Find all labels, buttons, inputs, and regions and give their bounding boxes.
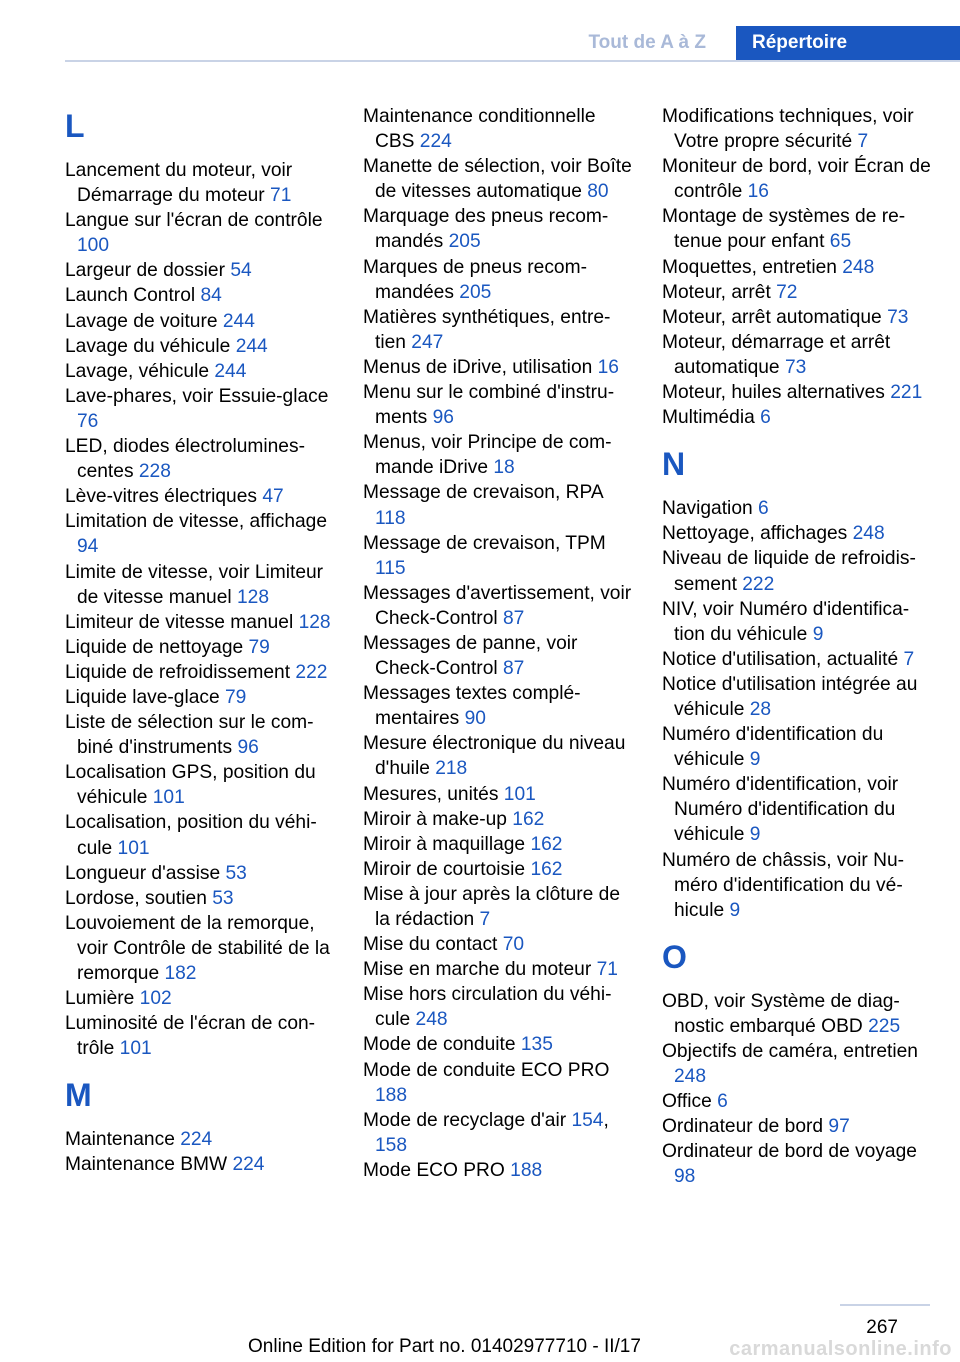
page-link[interactable]: 70 [502,934,525,956]
page-link[interactable]: 9 [749,749,761,771]
index-entry [662,1139,932,1189]
index-entry [662,255,932,280]
page-link[interactable]: 188 [510,1159,543,1181]
page-link[interactable]: 79 [248,636,270,658]
page-link[interactable]: 248 [415,1009,448,1031]
entry-text: Miroir à make-up [363,808,507,830]
page-link[interactable]: 162 [512,808,545,830]
index-entry [65,1152,335,1177]
entry-text: Messages textes complémentaires [363,683,581,730]
entry-text: Marquage des pneus recommandés [363,206,609,253]
index-column-1 [65,104,335,1178]
index-entry [65,911,335,986]
watermark: carmanualsonline.info [729,1338,952,1360]
index-column-3 [662,104,932,1190]
section-letter: N [662,446,686,483]
page-link[interactable]: 6 [717,1091,728,1113]
page-link[interactable]: 118 [375,507,406,529]
index-entry [662,848,932,923]
index-entry: Mode de recyclage d'air 154, 158 [363,1109,609,1156]
index-entry [363,380,633,430]
index-entry [363,957,633,982]
entry-text: Lavage de voiture [65,310,218,332]
entry-text: Modifications techniques, voir Votre propre sécurité [662,106,914,153]
page-link[interactable]: 128 [298,611,331,633]
page-link[interactable]: 154 [571,1109,604,1131]
index-entry [363,631,633,681]
entry-text: Moquettes, entretien [662,256,837,278]
index-entry [363,531,633,581]
index-entry [363,430,633,480]
index-entry [65,760,335,810]
page-link[interactable]: 94 [77,536,99,558]
entry-text: Lavage, véhicule [65,360,210,382]
entry-text: Miroir de courtoisie [363,858,526,880]
page-link[interactable]: 28 [749,698,772,720]
index-entry [662,1114,932,1139]
entry-text: Maintenance BMW [65,1154,228,1176]
entry-text: Numéro de châssis, voir Numéro d'identification du véhicule [662,849,905,921]
entry-text: Moteur, arrêt automatique [662,306,882,328]
page-link[interactable]: 16 [597,356,619,378]
entry-text: Marques de pneus recommandées [363,256,587,303]
index-entry [65,635,335,660]
index-entry [65,886,335,911]
entry-text: Mesure électronique du niveau d'huile [363,733,626,780]
entry-text: Limitation de vitesse, affichage [65,511,328,533]
index-entry [65,434,335,484]
index-entry [363,104,633,154]
index-entry [363,154,633,204]
page-link[interactable]: 244 [214,360,247,382]
page-link[interactable]: 47 [262,486,284,508]
header-rule [65,60,960,62]
page-link[interactable]: 53 [225,862,247,884]
entry-text: Lavage du véhicule [65,335,231,357]
entry-text: Mise à jour après la clôture de la rédaction [363,883,621,930]
index-entry [65,1011,335,1061]
entry-text: Lancement du moteur, voir Démarrage du moteur [65,160,293,207]
page-link[interactable]: 6 [758,498,769,520]
entry-text: Liquide de refroidissement [65,661,291,683]
index-entry [65,208,335,258]
page-link[interactable]: 128 [237,586,270,608]
index-entry [65,710,335,760]
index-column-2 [363,104,633,1183]
page-link[interactable]: 54 [230,260,252,282]
page-link[interactable]: 228 [138,461,171,483]
edition-footer: Online Edition for Part no. 01402977710 - II/17 [248,1336,641,1357]
entry-text: Mise du contact [363,934,498,956]
index-entry [662,496,932,521]
index-entry [662,204,932,254]
page-link[interactable]: 248 [842,256,875,278]
entry-text: Objectifs de caméra, entretien [662,1041,918,1062]
index-entry [363,1032,633,1057]
tab-repertoire[interactable]: Répertoire [736,26,960,60]
index-entry [65,283,335,308]
entry-text: Messages de panne, voir Check-Control [363,632,578,680]
entry-text: Mode de recyclage d'air [363,1109,567,1131]
entry-text: Moteur, huiles alternatives [662,382,885,404]
index-entry [65,660,335,685]
index-entry [662,672,932,722]
index-entry [363,681,633,731]
entry-text: Menus, voir Principe de commande iDrive [363,432,612,479]
index-entry [65,610,335,635]
entry-text: Mode de conduite [363,1034,516,1056]
page-link[interactable]: 53 [212,887,234,909]
page-link[interactable]: 102 [139,988,172,1010]
page-link[interactable]: 162 [530,858,563,880]
entry-text: LED, diodes électroluminescentes [65,436,305,483]
index-entry [662,1039,932,1089]
entry-text: Moniteur de bord, voir Écran de contrôle [662,156,931,203]
entry-text: Limite de vitesse, voir Limiteur de vitesse manuel [65,561,324,608]
page-link[interactable]: 73 [784,356,807,378]
index-entry [662,154,932,204]
index-entry [363,1158,633,1183]
index-entry [363,204,633,254]
entry-text: Mise hors circulation du véhicule [363,984,612,1031]
page-link[interactable]: 101 [503,783,536,805]
page-link[interactable]: 205 [459,281,492,303]
entry-text: OBD, voir Système de diagnostic embarqué OBD [662,990,900,1037]
page-link[interactable]: 224 [232,1154,265,1176]
index-entry [65,560,335,610]
entry-text: Moteur, démarrage et arrêt automatique [662,331,891,378]
entry-text: Lève-vitres électriques [65,486,257,508]
index-entry [662,521,932,546]
index-entry [662,280,932,305]
index-entry [65,258,335,283]
index-entry [363,480,633,530]
entry-text: Limiteur de vitesse manuel [65,611,294,633]
index-entry [363,782,633,807]
page-link[interactable]: 244 [235,335,268,357]
index-entry [363,305,633,355]
entry-text: Message de crevaison, TPM [363,532,606,554]
section-letter: M [65,1077,92,1114]
footer-rule [840,1304,930,1306]
page-link[interactable]: 65 [829,231,852,253]
entry-text: Mise en marche du moteur [363,959,592,981]
index-entry [65,986,335,1011]
entry-text: Largeur de dossier [65,260,225,282]
entry-text: Montage de systèmes de retenue pour enfant [662,206,906,253]
index-entry [363,857,633,882]
entry-text: Matières synthétiques, entretien [363,306,611,353]
entry-text: Menu sur le combiné d'instruments [363,382,615,429]
index-entry [363,807,633,832]
entry-text: Launch Control [65,285,196,307]
index-entry [65,861,335,886]
entry-text: Mode ECO PRO [363,1159,505,1181]
entry-text: Notice d'utilisation, actualité [662,648,899,670]
tab-tout-de-a-a-z[interactable]: Tout de A à Z [588,32,706,53]
index-entry [65,1127,335,1152]
page-link[interactable]: 76 [77,410,99,432]
page-link[interactable]: 96 [237,737,259,759]
entry-text: Lumière [65,988,135,1010]
entry-text: Numéro d'identification du véhicule [662,724,884,771]
entry-text: Message de crevaison, RPA [363,482,603,504]
entry-text: Mode de conduite ECO PRO [363,1059,610,1081]
page-link[interactable]: 71 [270,185,292,207]
index-entry [65,309,335,334]
entry-text: Ordinateur de bord [662,1116,824,1138]
index-entry [662,104,932,154]
page-link[interactable]: 188 [375,1084,408,1106]
index-entry [662,722,932,772]
page-link[interactable]: 135 [520,1034,553,1056]
index-entry [65,359,335,384]
index-entry [363,581,633,631]
page-link[interactable]: 7 [903,648,915,670]
page-link[interactable]: 100 [77,235,110,257]
page-link[interactable]: 115 [375,557,406,579]
page-link[interactable]: 247 [411,331,444,353]
entry-text: Miroir à maquillage [363,833,526,855]
entry-text: Localisation GPS, position du véhicule [65,762,316,809]
index-entry [65,384,335,434]
entry-text: Maintenance conditionnelle CBS [363,106,596,153]
entry-text: Longueur d'assise [65,862,221,884]
page-link[interactable]: 218 [435,758,468,780]
entry-text: Notice d'utilisation intégrée au véhicule [662,673,918,720]
entry-text: Numéro d'identification, voir Numéro d'identification du véhicule [662,774,899,846]
entry-text: Liquide de nettoyage [65,636,244,658]
index-entry [363,932,633,957]
entry-text: Lave-phares, voir Essuie-glace [65,385,329,407]
page-link[interactable]: 101 [119,1038,152,1060]
entry-text: Menus de iDrive, utilisation [363,356,593,378]
entry-text: Luminosité de l'écran de contrôle [65,1013,316,1060]
index-entry [662,647,932,672]
page-link[interactable]: 9 [729,899,741,921]
index-entry [662,597,932,647]
page-number: 267 [866,1317,898,1338]
page-link[interactable]: 101 [117,837,150,859]
page-link[interactable]: 224 [419,131,452,153]
page-link[interactable]: 205 [448,231,481,253]
entry-text: Liquide lave-glace [65,686,220,708]
page-link[interactable]: 224 [180,1129,213,1151]
page-link[interactable]: 84 [200,285,222,307]
entry-text: Langue sur l'écran de contrôle [65,210,323,232]
entry-text: Multimédia [662,407,755,429]
page-link[interactable]: 158 [375,1134,408,1156]
entry-text: Niveau de liquide de refroidissement [662,548,916,595]
entry-text: Office [662,1091,712,1113]
page-link[interactable]: 225 [868,1015,901,1037]
page-link[interactable]: 221 [890,382,923,404]
page-link[interactable]: 18 [493,457,515,479]
page-link[interactable]: 79 [225,686,247,708]
page-link[interactable]: 248 [674,1066,707,1088]
index-entry [363,255,633,305]
entry-text: Louvoiement de la remorque, voir Contrôle de stabilité de la remorque [65,912,330,984]
entry-text: Navigation [662,498,753,520]
index-entry [363,731,633,781]
page-link[interactable]: 222 [295,661,328,683]
page-link[interactable]: 182 [164,963,197,984]
page-link[interactable]: 9 [812,623,824,645]
index-entry [662,1089,932,1114]
index-entry [662,305,932,330]
index-entry [662,546,932,596]
index-entry [363,882,633,932]
entry-text: Manette de sélection, voir Boîte de vitesses automatique [363,156,632,203]
page-link[interactable]: 90 [464,708,486,730]
entry-text: Localisation, position du véhicule [65,812,317,859]
page-link[interactable]: 87 [502,658,525,680]
index-entry [662,772,932,847]
entry-text: Nettoyage, affichages [662,523,848,545]
index-entry [662,405,932,430]
section-letter: L [65,108,85,144]
index-entry [65,158,335,208]
page-link[interactable]: 162 [530,833,563,855]
entry-text: Messages d'avertissement, voir Check-Control [363,582,632,629]
entry-text: Mesures, unités [363,783,499,805]
entry-text: Moteur, arrêt [662,281,771,303]
page-link[interactable]: 7 [857,131,869,153]
index-entry [662,380,932,405]
index-entry [65,484,335,509]
index-entry [65,810,335,860]
index-entry [662,330,932,380]
index-entry [65,509,335,559]
index-entry [363,1058,633,1108]
page-link[interactable]: 87 [502,607,525,629]
page-link[interactable]: 7 [479,909,491,930]
index-entry [363,355,633,380]
entry-text: Lordose, soutien [65,887,207,909]
index-entry [65,685,335,710]
entry-text: NIV, voir Numéro d'identification du véhicule [662,598,910,645]
page-link[interactable]: 96 [432,407,454,429]
page-link[interactable]: 72 [776,281,798,303]
index-entry [363,982,633,1032]
page-link[interactable]: 80 [587,181,609,203]
page-link[interactable]: 97 [828,1116,850,1138]
index-entry [363,832,633,857]
page-link[interactable]: 9 [749,824,761,846]
page-link[interactable]: 244 [222,310,255,332]
index-entry [65,334,335,359]
page-link[interactable]: 73 [887,306,909,328]
entry-text: Ordinateur de bord de voyage [662,1141,917,1163]
entry-text: Maintenance [65,1129,175,1151]
page-link[interactable]: 71 [596,959,618,981]
page-link[interactable]: 222 [742,573,775,595]
page-link[interactable]: 101 [152,787,185,809]
page-link[interactable]: 98 [674,1166,696,1188]
entry-text: Liste de sélection sur le combiné d'instruments [65,712,314,759]
index-entry [662,989,932,1039]
page-link[interactable]: 16 [747,181,769,203]
section-letter: O [662,938,687,975]
page-link[interactable]: 6 [760,407,771,429]
page-link[interactable]: 248 [852,523,885,545]
